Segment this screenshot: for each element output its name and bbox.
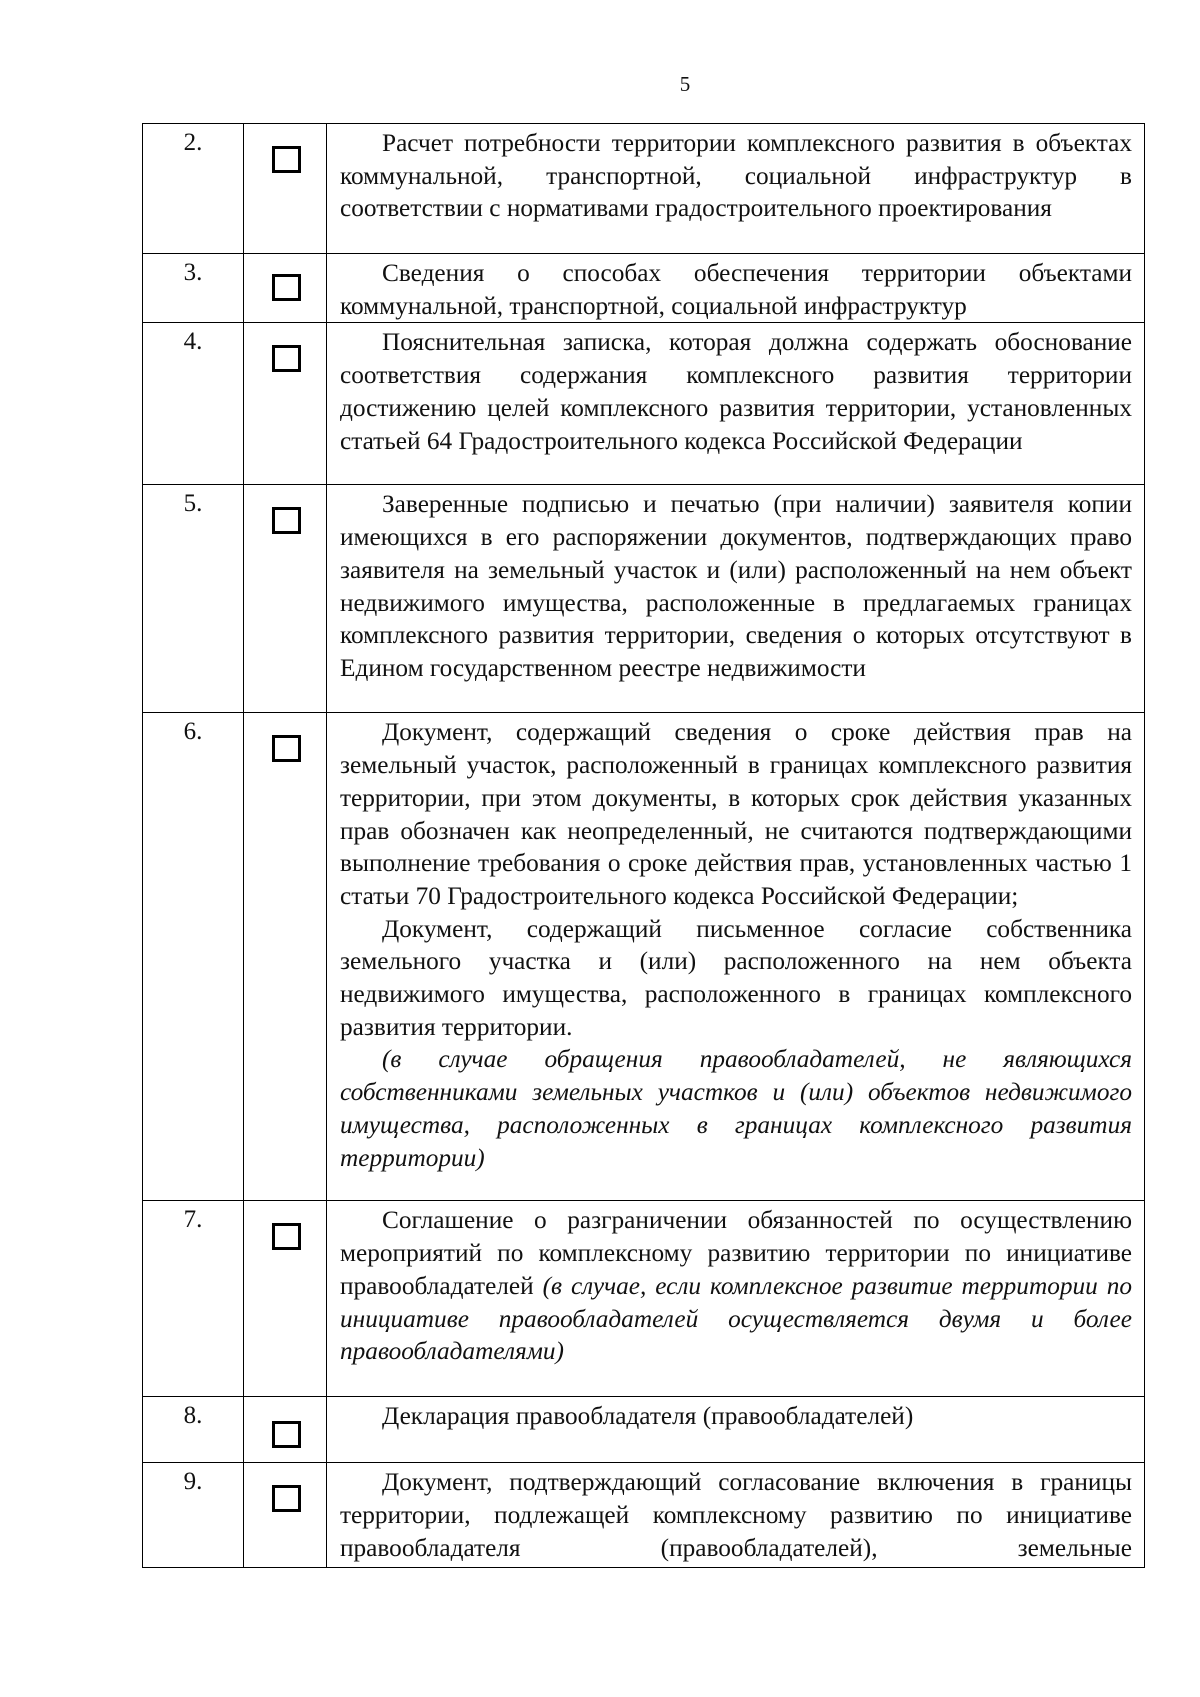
item-text: Документ, содержащий сведения о сроке действия прав на земельный участок, расположенный в границах комплексного развития территории, при этом документы, в которых срок действия указанных прав обозначен как неопределенный, не считаются подтверждающими выполнение требования о сроке действия прав, установленных частью 1 статьи 70 Градостроительного кодекса Российской Федерации; [340, 718, 1132, 910]
row-number: 8. [143, 1397, 244, 1463]
row-number: 7. [143, 1201, 244, 1397]
table-row [143, 485, 1145, 713]
table-row [143, 1397, 1145, 1463]
row-number: 9. [143, 1463, 244, 1568]
row-number: 6. [143, 713, 244, 1201]
item-text-secondary: Документ, содержащий письменное согласие собственника земельного участка и (или) расположенного на нем объекта недвижимого имущества, расположенного в границах комплексного развития территории. [340, 914, 1132, 1041]
row-number: 3. [143, 254, 244, 323]
item-text: Документ, подтверждающий согласование включения в границы территории, подлежащей комплексному развитию по инициативе правообладателя (правообладателей), земельные [340, 1468, 1132, 1562]
table-row [143, 713, 1145, 1201]
checkbox[interactable] [272, 274, 301, 301]
row-number: 2. [143, 124, 244, 254]
page-number: 5 [679, 72, 691, 96]
table-row [143, 124, 1145, 254]
checkbox[interactable] [272, 1485, 301, 1512]
item-note: (в случае, если комплексное развитие территории по инициативе правообладателей осуществляется двумя и более правообладателями) [340, 1271, 1133, 1366]
table-row [143, 1201, 1145, 1397]
table-row [143, 323, 1145, 485]
row-number: 5. [143, 485, 244, 713]
item-text: Заверенные подписью и печатью (при наличии) заявителя копии имеющихся в его распоряжении документов, подтверждающих право заявителя на земельный участок и (или) расположенный на нем объект недвижимого имущества, расположенные в предлагаемых границах комплексного развития территории, сведения о которых отсутствуют в Едином государственном реестре недвижимости [340, 490, 1132, 682]
row-number: 4. [143, 323, 244, 485]
checkbox[interactable] [272, 507, 301, 534]
table-row [143, 1463, 1145, 1568]
document-checklist-table [142, 123, 1145, 1568]
item-text: Сведения о способах обеспечения территории объектами коммунальной, транспортной, социальной инфраструктур [340, 259, 1132, 320]
checkbox[interactable] [272, 1421, 301, 1448]
checkbox[interactable] [272, 1223, 301, 1250]
checkbox[interactable] [272, 146, 301, 173]
table-row [143, 254, 1145, 323]
item-text: Декларация правообладателя (правообладателей) [382, 1402, 914, 1431]
item-text: Пояснительная записка, которая должна содержать обоснование соответствия содержания комплексного развития территории достижению целей комплексного развития территории, установленных статьей 64 Градостроительного кодекса Российской Федерации [340, 328, 1132, 455]
item-text: Соглашение о разграничении обязанностей по осуществлению мероприятий по комплексному развитию территории по инициативе правообладателей [340, 1206, 1132, 1300]
item-text: Расчет потребности территории комплексного развития в объектах коммунальной, транспортной, социальной инфраструктур в соответствии с нормативами градостроительного проектирования [340, 129, 1132, 223]
checkbox[interactable] [272, 345, 301, 372]
checkbox[interactable] [272, 735, 301, 762]
item-note: (в случае обращения правообладателей, не являющихся собственниками земельных участков и (или) объектов недвижимого имущества, расположенных в границах комплексного развития территории) [340, 1045, 1132, 1172]
